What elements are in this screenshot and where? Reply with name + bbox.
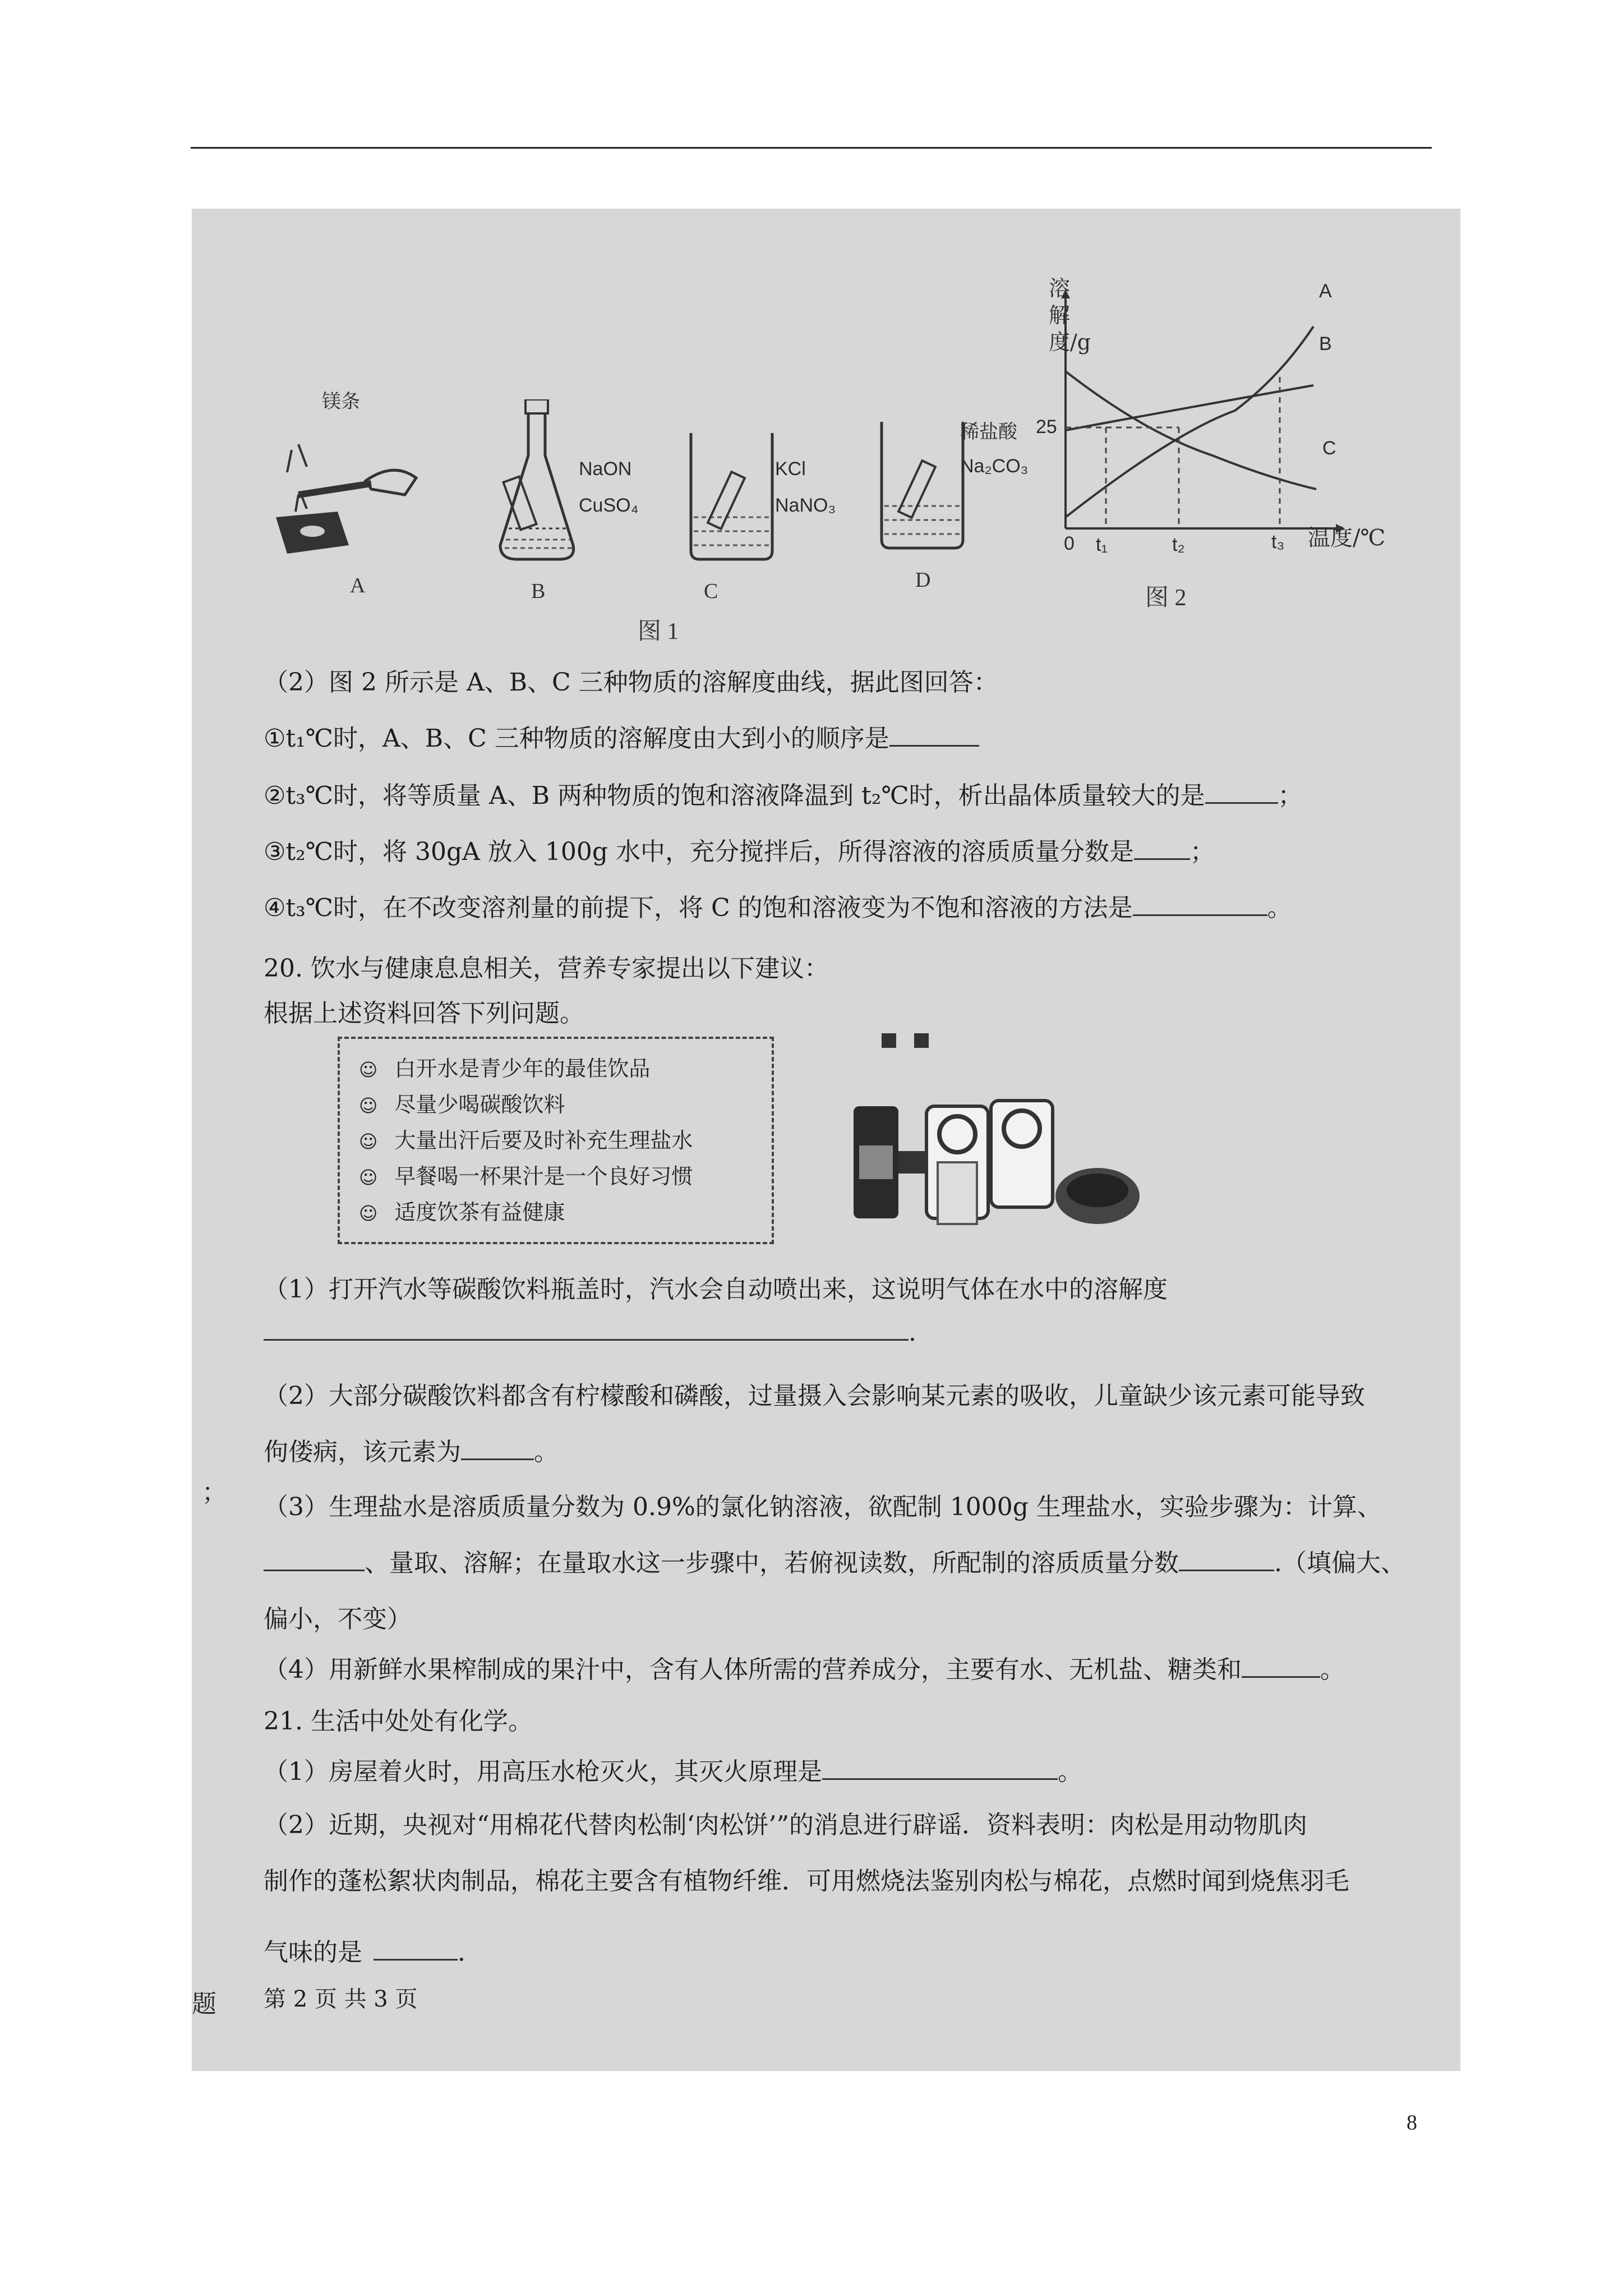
advice-item: ☺ 适度饮茶有益健康	[359, 1200, 565, 1225]
q19-sub1: ①t₁℃时，A、B、C 三种物质的溶解度由大到小的顺序是	[264, 718, 979, 754]
answer-blank[interactable]	[1242, 1654, 1320, 1678]
q20-p3c: 偏小，不变）	[264, 1605, 412, 1634]
answer-blank[interactable]	[1133, 892, 1267, 916]
chart-y-axis-label: 溶解度/g	[1049, 276, 1091, 355]
smiley-icon: ☺	[359, 1059, 378, 1080]
scanned-exam-page	[192, 209, 1460, 2071]
smiley-icon: ☺	[359, 1203, 378, 1224]
q21-p2b: 制作的蓬松絮状肉制品，棉花主要含有植物纤维．可用燃烧法鉴别肉松与棉花，点燃时闻到烧焦羽毛	[264, 1867, 1349, 1895]
answer-blank[interactable]	[889, 723, 979, 747]
q21-title: 21. 生活中处处有化学。	[264, 1707, 533, 1736]
q21-p2a: （2）近期，央视对“用棉花代替肉松制‘肉松饼’”的消息进行辟谣．资料表明：肉松是用动物肌肉	[264, 1811, 1307, 1839]
chart-y-tick-25: 25	[1036, 416, 1057, 438]
part-label-a: A	[350, 574, 366, 597]
solubility-chart	[1033, 265, 1347, 579]
q20-p2a: （2）大部分碳酸饮料都含有柠檬酸和磷酸，过量摄入会影响某元素的吸收，儿童缺少该元素可能导致	[264, 1382, 1365, 1410]
advice-item: ☺ 尽量少喝碳酸饮料	[359, 1092, 565, 1117]
margin-character: 题	[192, 1990, 216, 2018]
q19-sub2: ②t₃℃时，将等质量 A、B 两种物质的饱和溶液降温到 t₂℃时，析出晶体质量较大的是 ；	[264, 775, 1303, 811]
advice-item: ☺ 大量出汗后要及时补充生理盐水	[359, 1128, 693, 1153]
chart-origin: 0	[1064, 533, 1075, 554]
smiley-icon: ☺	[359, 1167, 378, 1188]
label-naon: NaON	[579, 458, 632, 480]
chart-x-axis-label: 温度/℃	[1308, 525, 1386, 551]
q21-p2c: 气味的是 ．	[264, 1932, 482, 1968]
answer-blank[interactable]	[1205, 780, 1278, 804]
smiley-icon: ☺	[359, 1095, 378, 1116]
q20-title: 20. 饮水与健康息息相关，营养专家提出以下建议：	[264, 954, 829, 983]
advice-item: ☺ 白开水是青少年的最佳饮品	[359, 1056, 651, 1081]
page-number: 8	[1407, 2111, 1417, 2134]
answer-blank[interactable]	[264, 1547, 365, 1571]
q20-p1: （1）打开汽水等碳酸饮料瓶盖时，汽水会自动喷出来，这说明气体在水中的溶解度	[264, 1275, 1168, 1304]
q19-sub4: ④t₃℃时，在不改变溶剂量的前提下，将 C 的饱和溶液变为不饱和溶液的方法是 。	[264, 887, 1292, 923]
label-magnesium: 镁条	[322, 391, 360, 412]
answer-blank[interactable]	[461, 1436, 534, 1460]
top-rule	[191, 147, 1432, 149]
figure1-apparatus-b	[495, 399, 590, 568]
figure2-caption: 图 2	[1145, 585, 1187, 611]
figure1-apparatus-c	[685, 427, 775, 562]
q20-p1-blank-line: .	[264, 1317, 916, 1347]
q20-p2b: 佝偻病，该元素为 。	[264, 1432, 559, 1467]
q19-sub3: ③t₂℃时，将 30gA 放入 100g 水中，充分搅拌后，所得溶液的溶质质量分数是 ；	[264, 831, 1215, 867]
q19-intro: （2）图 2 所示是 A、B、C 三种物质的溶解度曲线，据此图回答：	[264, 668, 998, 697]
chart-curve-label-a: A	[1319, 280, 1332, 302]
q20-p3a: （3）生理盐水是溶质质量分数为 0.9%的氯化钠溶液，欲配制 1000g 生理盐水，实验步骤为：计算、	[264, 1493, 1382, 1521]
chart-x-tick-t1: t₁	[1096, 534, 1108, 555]
chart-x-tick-t3: t₃	[1271, 531, 1285, 553]
answer-blank[interactable]	[822, 1756, 1058, 1780]
answer-blank[interactable]	[374, 1936, 458, 1961]
answer-blank[interactable]	[1134, 836, 1190, 860]
label-hcl: 稀盐酸	[960, 421, 1017, 443]
q20-sub: 根据上述资料回答下列问题。	[264, 999, 584, 1028]
answer-blank[interactable]	[1179, 1547, 1274, 1571]
part-label-d: D	[915, 568, 931, 592]
chart-curve-label-b: B	[1319, 333, 1332, 355]
label-cuso4: CuSO₄	[579, 495, 639, 516]
part-label-b: B	[531, 579, 546, 603]
label-na2co3: Na₂CO₃	[960, 455, 1029, 477]
figure1-apparatus-d	[876, 416, 966, 551]
label-kcl: KCl	[775, 458, 806, 480]
smiley-icon: ☺	[359, 1131, 378, 1152]
footer-page-count: 第 2 页 共 3 页	[264, 1986, 418, 2012]
q20-p4: （4）用新鲜水果榨制成的果汁中，含有人体所需的营养成分，主要有水、无机盐、糖类和 。	[264, 1649, 1345, 1685]
q20-p3b: 、量取、溶解；在量取水这一步骤中，若俯视读数，所配制的溶质质量分数 .（填偏大、	[264, 1543, 1405, 1579]
margin-semicolon: ；	[202, 1478, 227, 1507]
chart-curve-label-c: C	[1322, 438, 1336, 459]
answer-blank[interactable]	[264, 1317, 909, 1341]
chart-x-tick-t2: t₂	[1172, 534, 1185, 555]
label-nano3: NaNO₃	[775, 495, 836, 516]
advice-item: ☺ 早餐喝一杯果汁是一个良好习惯	[359, 1164, 693, 1189]
figure1-caption: 图 1	[638, 619, 679, 645]
beverages-illustration	[842, 1028, 1156, 1235]
part-label-c: C	[704, 579, 718, 603]
q21-p1: （1）房屋着火时，用高压水枪灭火，其灭火原理是 。	[264, 1751, 1082, 1787]
advice-box	[338, 1037, 774, 1244]
